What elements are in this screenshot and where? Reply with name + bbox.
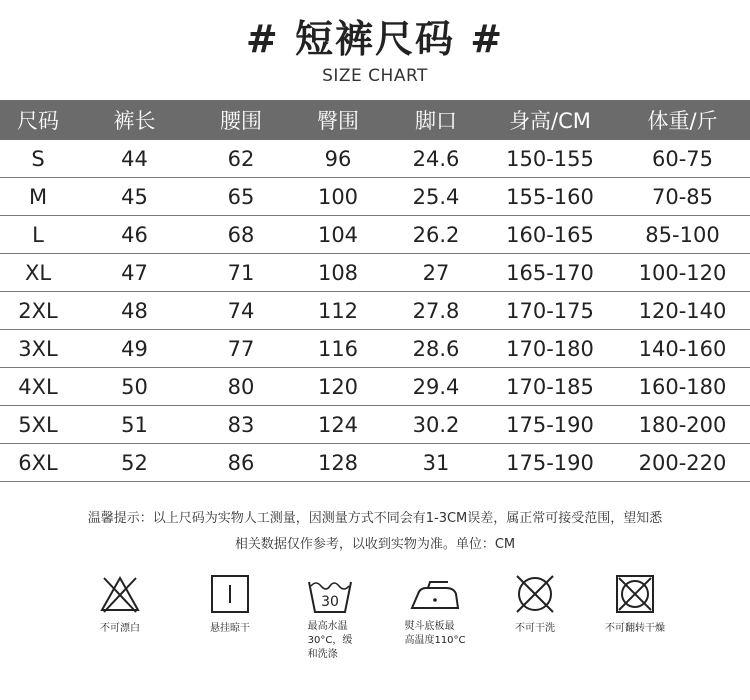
table-cell: 48	[76, 292, 193, 330]
table-cell: 30.2	[387, 406, 485, 444]
table-cell: 5XL	[0, 406, 76, 444]
table-cell: 31	[387, 444, 485, 482]
table-cell: 47	[76, 254, 193, 292]
table-cell: 26.2	[387, 216, 485, 254]
table-cell: 86	[193, 444, 289, 482]
table-cell: 165-170	[485, 254, 615, 292]
care-label: 不可翻转干燥	[605, 623, 665, 634]
table-row	[0, 216, 750, 254]
column-header: 体重/斤	[615, 100, 750, 140]
table-cell: 120-140	[615, 292, 750, 330]
table-cell: 100-120	[615, 254, 750, 292]
column-header: 身高/CM	[485, 100, 615, 140]
table-cell: 120	[289, 368, 387, 406]
table-cell: XL	[0, 254, 76, 292]
care-label: 不可漂白	[100, 623, 140, 634]
table-cell: 96	[289, 140, 387, 178]
size-table	[0, 100, 750, 482]
table-row	[0, 140, 750, 178]
table-cell: 29.4	[387, 368, 485, 406]
table-cell: M	[0, 178, 76, 216]
care-item-wash-30	[280, 572, 380, 662]
table-cell: 44	[76, 140, 193, 178]
table-cell: 62	[193, 140, 289, 178]
table-cell: 170-180	[485, 330, 615, 368]
wash-temp: 30	[321, 594, 339, 610]
care-label: 熨斗底板最 高温度110°C	[404, 621, 466, 646]
table-cell: 175-190	[485, 444, 615, 482]
care-label: 悬挂晾干	[210, 623, 250, 634]
table-row	[0, 368, 750, 406]
column-header: 尺码	[0, 100, 76, 140]
column-header: 臀围	[289, 100, 387, 140]
table-cell: 2XL	[0, 292, 76, 330]
table-cell: 200-220	[615, 444, 750, 482]
column-header: 脚口	[387, 100, 485, 140]
care-item-hang-dry	[180, 572, 280, 636]
table-cell: 24.6	[387, 140, 485, 178]
table-cell: 70-85	[615, 178, 750, 216]
hang-dry-icon	[208, 572, 252, 616]
care-label: 不可干洗	[515, 623, 555, 634]
table-cell: 85-100	[615, 216, 750, 254]
table-row	[0, 330, 750, 368]
table-cell: 60-75	[615, 140, 750, 178]
column-header: 裤长	[76, 100, 193, 140]
table-row	[0, 254, 750, 292]
table-cell: 3XL	[0, 330, 76, 368]
table-cell: 175-190	[485, 406, 615, 444]
table-cell: 170-175	[485, 292, 615, 330]
table-cell: 25.4	[387, 178, 485, 216]
table-cell: 112	[289, 292, 387, 330]
iron-icon	[408, 572, 462, 616]
table-cell: S	[0, 140, 76, 178]
table-cell: 46	[76, 216, 193, 254]
table-cell: 50	[76, 368, 193, 406]
notice	[10, 506, 740, 558]
no-bleach-icon	[98, 572, 142, 616]
care-item-iron	[385, 572, 485, 648]
no-tumble-dry-icon	[613, 572, 657, 616]
table-body	[0, 140, 750, 482]
table-cell: 100	[289, 178, 387, 216]
care-item-no-dry-clean	[485, 572, 585, 636]
table-cell: 160-165	[485, 216, 615, 254]
notice-line-1: 温馨提示：以上尺码为实物人工测量，因测量方式不同会有1-3CM误差，属正常可接受范围，望知悉	[87, 511, 663, 526]
care-item-no-tumble-dry	[585, 572, 685, 636]
table-cell: L	[0, 216, 76, 254]
notice-line-2: 相关数据仅作参考，以收到实物为准。单位：CM	[234, 537, 516, 552]
table-cell: 71	[193, 254, 289, 292]
table-cell: 128	[289, 444, 387, 482]
table-cell: 160-180	[615, 368, 750, 406]
wash-30-icon	[305, 572, 355, 616]
table-cell: 155-160	[485, 178, 615, 216]
table-cell: 80	[193, 368, 289, 406]
table-cell: 27	[387, 254, 485, 292]
table-cell: 170-185	[485, 368, 615, 406]
table-cell: 27.8	[387, 292, 485, 330]
table-cell: 150-155	[485, 140, 615, 178]
no-dry-clean-icon	[513, 572, 557, 616]
table-header-row	[0, 100, 750, 140]
table-row	[0, 292, 750, 330]
care-instructions	[0, 572, 750, 700]
table-cell: 65	[193, 178, 289, 216]
page-subtitle: SIZE CHART	[322, 66, 428, 86]
table-cell: 83	[193, 406, 289, 444]
table-row	[0, 444, 750, 482]
column-header: 腰围	[193, 100, 289, 140]
table-row	[0, 406, 750, 444]
table-cell: 4XL	[0, 368, 76, 406]
table-cell: 140-160	[615, 330, 750, 368]
table-cell: 68	[193, 216, 289, 254]
care-label: 最高水温 30°C，缓 和洗涤	[307, 621, 353, 660]
table-cell: 116	[289, 330, 387, 368]
table-cell: 28.6	[387, 330, 485, 368]
table-cell: 45	[76, 178, 193, 216]
table-cell: 104	[289, 216, 387, 254]
table-cell: 51	[76, 406, 193, 444]
table-cell: 180-200	[615, 406, 750, 444]
page-title: # 短裤尺码 #	[245, 17, 505, 61]
table-cell: 74	[193, 292, 289, 330]
table-cell: 108	[289, 254, 387, 292]
table-row	[0, 178, 750, 216]
table-cell: 6XL	[0, 444, 76, 482]
table-cell: 77	[193, 330, 289, 368]
table-cell: 52	[76, 444, 193, 482]
table-cell: 49	[76, 330, 193, 368]
care-item-no-bleach	[70, 572, 170, 636]
table-cell: 124	[289, 406, 387, 444]
